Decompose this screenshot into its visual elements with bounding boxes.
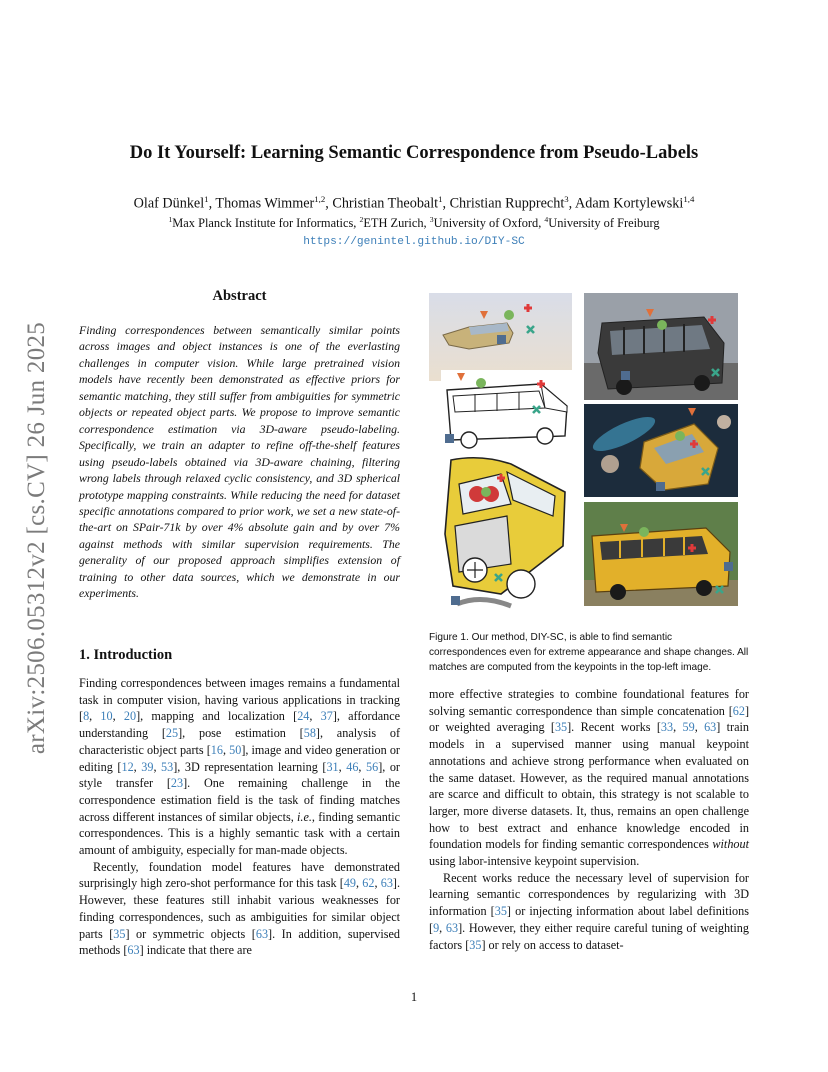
body-column-left	[79, 675, 400, 959]
author-name: Adam Kortylewski	[574, 195, 684, 212]
citation-link[interactable]: 8	[83, 709, 90, 724]
affiliation-superscript: 4	[544, 215, 549, 224]
citation-link[interactable]: 63	[127, 943, 140, 958]
affiliation-list: $^1$Max Planck Institute for Informatics, $^2$ETH Zurich, $^3$University of Oxford, $^4$University of Freiburg	[168, 215, 660, 231]
affiliation-name: University of Freiburg	[548, 216, 660, 231]
citation-link[interactable]: 39	[141, 759, 154, 774]
citation-link[interactable]: 35	[113, 926, 126, 941]
author-superscript: 1	[204, 194, 209, 204]
citation-link[interactable]: 49	[343, 876, 356, 891]
citation-link[interactable]: 16	[210, 742, 223, 757]
author-name: Christian Rupprecht	[449, 195, 565, 212]
italic-text: i.e.	[297, 809, 312, 824]
introduction-heading: 1. Introduction	[79, 647, 173, 663]
paragraph: Recent works reduce the necessary level of supervision for learning semantic correspondences by regularizing with 3D information [35] or injecting information about label definitions [9, 63]. However, they either require careful tuning of weighting factors [35] or rely on access to dataset-	[429, 870, 749, 952]
figure-panel-flipped-bus	[584, 502, 738, 606]
author-name: Christian Theobalt	[332, 195, 439, 212]
citation-link[interactable]: 62	[362, 876, 375, 891]
citation-link[interactable]: 10	[100, 709, 113, 724]
citation-link[interactable]: 35	[494, 904, 507, 919]
citation-link[interactable]: 50	[229, 742, 242, 757]
citation-link[interactable]: 62	[732, 703, 745, 718]
project-url-link[interactable]: https://genintel.github.io/DIY-SC	[303, 236, 525, 248]
citation-link[interactable]: 35	[554, 720, 568, 735]
author-name: Thomas Wimmer	[215, 195, 315, 212]
citation-link[interactable]: 63	[445, 920, 459, 935]
citation-link[interactable]: 23	[170, 776, 184, 791]
paper-title: Do It Yourself: Learning Semantic Correspondence from Pseudo-Labels	[129, 143, 699, 163]
citation-link[interactable]: 12	[121, 759, 134, 774]
figure-panel-burnt-bus	[584, 293, 738, 400]
affiliation-name: University of Oxford	[433, 216, 539, 231]
page-number: 1	[410, 990, 418, 1004]
citation-link[interactable]: 63	[255, 926, 269, 941]
author-superscript: 1,2	[314, 194, 326, 204]
affiliation-name: ETH Zurich	[363, 216, 424, 231]
figure-panel-sketch-bus	[441, 370, 577, 453]
citation-link[interactable]: 56	[366, 759, 379, 774]
figure-panel-sky-bus	[429, 293, 572, 381]
italic-text: without	[712, 837, 749, 852]
figure-panel-cartoon-bus	[441, 454, 574, 614]
citation-link[interactable]: 58	[303, 726, 316, 741]
citation-link[interactable]: 31	[326, 759, 339, 774]
paragraph: Recently, foundation model features have demonstrated surprisingly high zero-shot performance for this task [49, 62, 63]. However, these features still inhabit various weaknesses for finding correspondences, such as ambiguities for similar object parts [35] or symmetric objects [63]. In addition, supervised methods [63] indicate that there are	[79, 859, 401, 958]
abstract-heading: Abstract	[212, 288, 267, 304]
author-superscript: 1,4	[683, 194, 695, 204]
citation-link[interactable]: 33	[660, 720, 674, 735]
citation-link[interactable]: 37	[320, 709, 333, 724]
body-column-right	[429, 686, 749, 953]
paragraph: Finding correspondences between images remains a fundamental task in computer vision, having various applications in tracking [8, 10, 20], mapping and localization [24, 37], affordance understanding [25], pose estimation [58], analysis of characteristic object parts [16, 50], image and video generation or editing [12, 39, 53], 3D representation learning [31, 46, 56], or style transfer [23]. One remaining challenge in the correspondence estimation field is the task of finding matches across different instances of similar objects, i.e., finding semantic correspondences. This is a highly semantic task with a certain amount of ambiguity, especially for man-made objects.	[79, 676, 401, 858]
citation-link[interactable]: 53	[161, 759, 174, 774]
abstract-text: Finding correspondences between semantically similar points across images and object instances is one of the everlasting challenges in computer vision. While large pretrained vision models have recently been demonstrated as effective priors for semantic matching, they still suffer from ambiguities for symmetric objects or repeated object parts. We propose to improve semantic correspondence estimation via 3D-aware pseudo-labeling. Specifically, we train an adapter to refine off-the-shelf features using pseudo-labels obtained via 3D-aware chaining, filtering wrong labels through relaxed cyclic consistency, and 3D spherical prototype mapping constraints. While reducing the need for dataset specific annotations compared to prior work, we set a new state-of-the-art on SPair-71k by over 4% absolute gain and by over 7% against methods with similar supervision requirements. The generality of our proposed approach simplifies extension of training to other data sources, which we demonstrate in our experiments.	[79, 323, 400, 601]
author-superscript: 1	[438, 194, 443, 204]
figure-caption: Figure 1. Our method, DIY-SC, is able to find semantic correspondences even for extreme appearance and shape changes. All matches are computed from the keypoints in the top-left image.	[429, 632, 749, 673]
citation-link[interactable]: 25	[165, 726, 179, 741]
citation-link[interactable]: 35	[469, 937, 482, 952]
author-list: Olaf Dünkel$^1$, Thomas Wimmer$^{1,2}$, Christian Theobalt$^1$, Christian Rupprecht$^3$, Adam Kortylewski$^{1,4}$	[133, 194, 695, 212]
citation-link[interactable]: 63	[380, 876, 393, 891]
citation-link[interactable]: 63	[704, 720, 717, 735]
author-superscript: 3	[564, 194, 569, 204]
citation-link[interactable]: 24	[297, 709, 310, 724]
citation-link[interactable]: 20	[123, 709, 137, 724]
affiliation-name: Max Planck Institute for Informatics	[172, 216, 354, 231]
author-name: Olaf Dünkel	[133, 195, 205, 212]
figure-panel-space-bus	[584, 404, 738, 497]
arxiv-watermark: arXiv:2506.05312v2 [cs.CV] 26 Jun 2025	[23, 321, 50, 754]
citation-link[interactable]: 9	[433, 920, 440, 935]
affiliation-superscript: 1	[168, 215, 173, 224]
citation-link[interactable]: 46	[346, 759, 359, 774]
paragraph: more effective strategies to combine foundational features for solving semantic correspondence than simple concatenation [62] or weighted averaging [35]. Recent works [33, 59, 63] train models in a supervised manner using manual keypoint annotations and achieve strong performance when evaluated on the same dataset. However, as the required manual annotations are scarce and difficult to obtain, this strategy is not scalable to larger, more diverse datasets. It, thus, remains an open challenge how to best extract and enhance knowledge encoded in foundation models for finding semantic correspondences without using labor-intensive keypoint supervision.	[429, 687, 749, 869]
affiliation-superscript: 3	[429, 215, 434, 224]
citation-link[interactable]: 59	[682, 720, 695, 735]
affiliation-superscript: 2	[359, 215, 364, 224]
